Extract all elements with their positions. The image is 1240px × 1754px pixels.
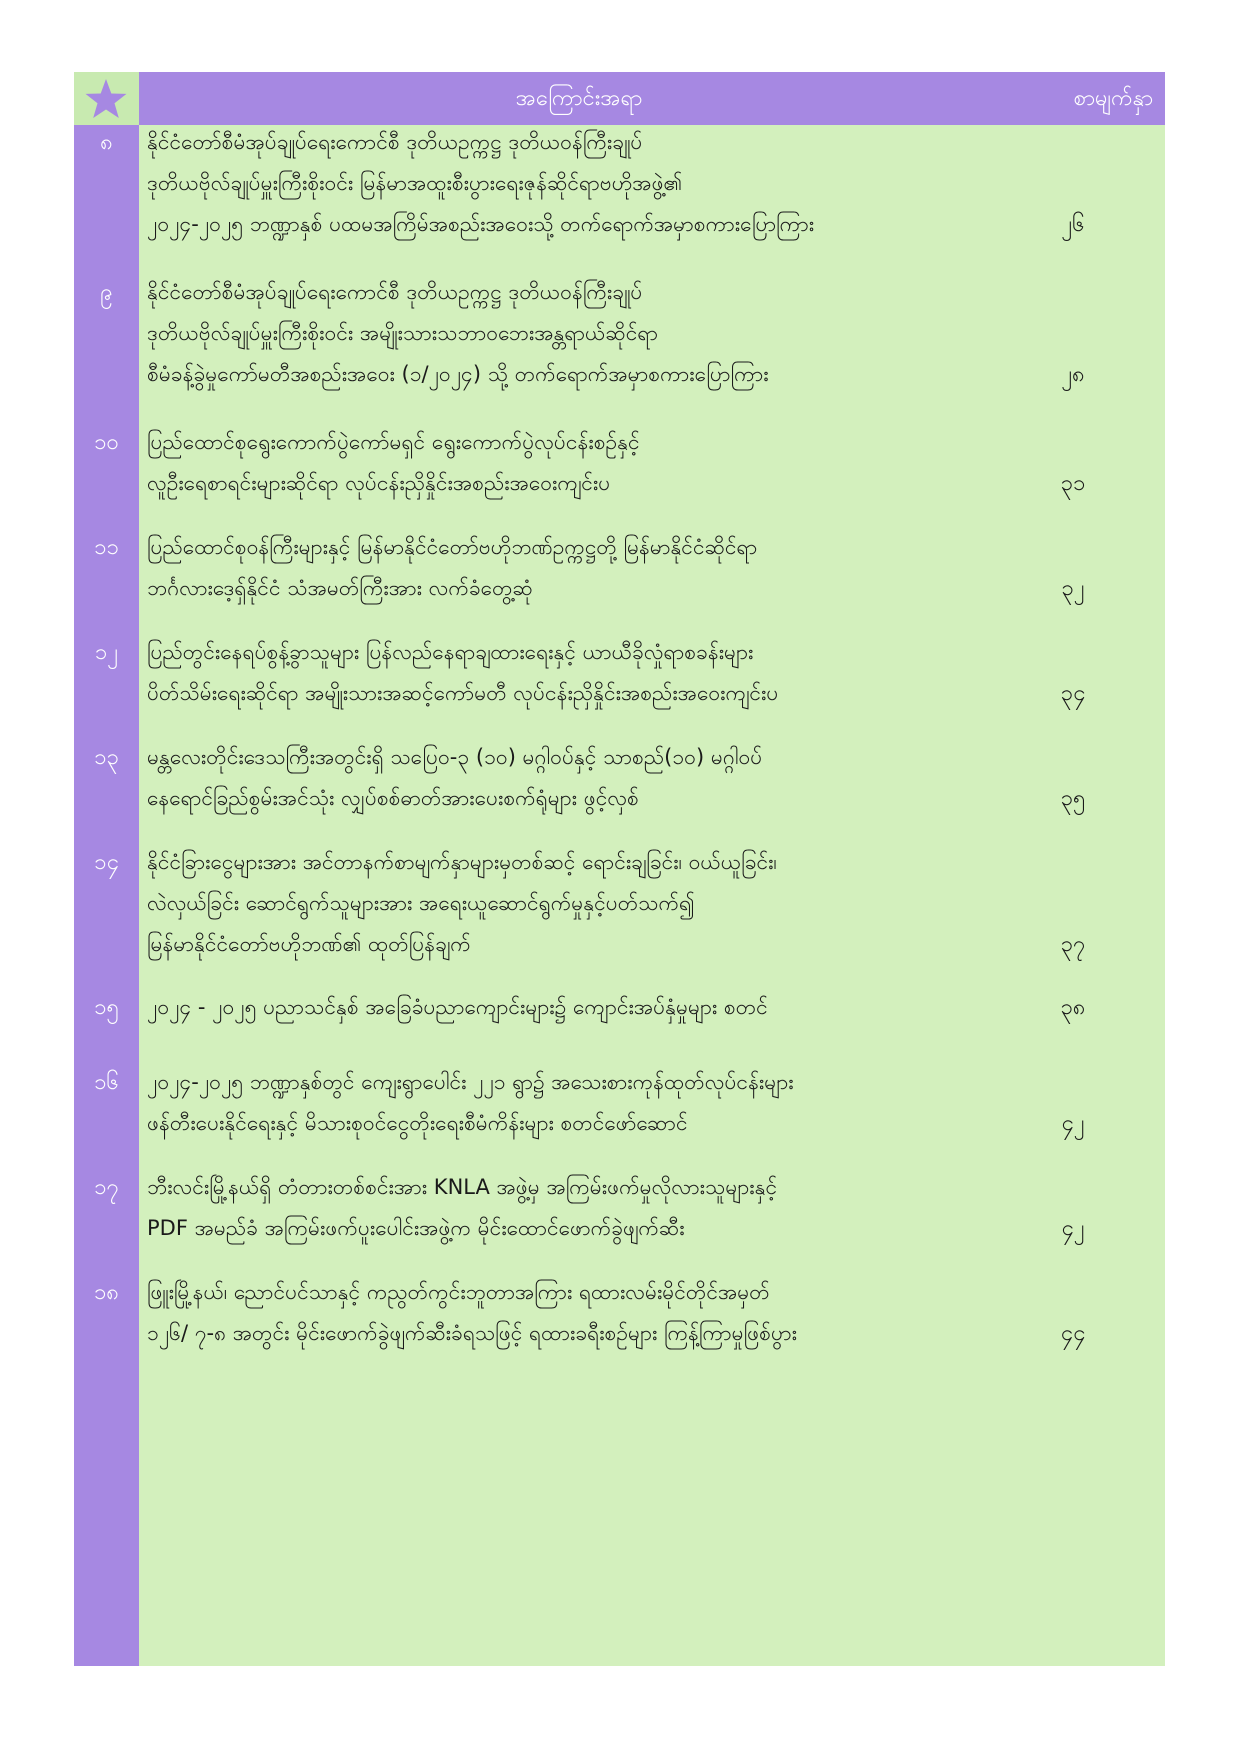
entry-number: ၈ [100,130,113,155]
entry-number: ၁၂ [94,640,119,665]
entry-title [147,1167,1047,1249]
entry-title-line: နိုင်ငံခြားငွေများအား အင်တာနက်စာမျက်နှာများမှတစ်ဆင့် ရောင်းချခြင်း၊ ဝယ်ယူခြင်း၊ [147,850,777,874]
entry-page-number: ၃၄ [1060,681,1086,706]
entry-title-line: ပြည်ထောင်စုဝန်ကြီးများနှင့် မြန်မာနိုင်ငံတော်ဗဟိုဘဏ်ဥက္ကဋ္ဌတို့ မြန်မာနိုင်ငံဆိုင်ရာ [147,535,758,559]
entry-number: ၁၃ [94,745,119,770]
entry-title-line: ပြည်ထောင်စုရွေးကောက်ပွဲကော်မရှင် ရွေးကောက်ပွဲလုပ်ငန်းစဉ်နှင့် [147,430,640,454]
table-of-contents [74,72,1165,1666]
entry-title-line: မန္တလေးတိုင်းဒေသကြီးအတွင်းရှိ သပြေ၀-၃ (၁၀) မဂ္ဂါဝပ်နှင့် သာစည်(၁၀) မဂ္ဂါဝပ် [147,745,763,769]
entry-title-line: ဖန်တီးပေးနိုင်ရေးနှင့် မိသားစုဝင်ငွေတိုးရေးစီမံကိန်းများ စတင်ဖော်ဆောင် [147,1111,688,1135]
star-cell [74,72,139,125]
entry-number: ၉ [100,280,113,305]
entry-title-line: ၂၀၂၄ - ၂၀၂၅ ပညာသင်နှစ် အခြေခံပညာကျောင်းများ၌ ကျောင်းအပ်နှံမှုများ စတင် [147,995,768,1019]
header-title: အကြောင်းအရာ [515,86,643,111]
entry-title [147,422,1047,504]
entry-page-number: ၄၂ [1061,1216,1085,1241]
entry-page-number: ၂၈ [1061,362,1085,387]
entry-title [147,632,1047,714]
entry-number: ၁၇ [94,1175,119,1200]
entry-page-number: ၂၆ [1061,212,1085,237]
entry-title [147,272,1047,395]
entry-title-line: မြန်မာနိုင်ငံတော်ဗဟိုဘဏ်၏ ထုတ်ပြန်ချက် [147,932,471,956]
entry-title-line: ဒုတိယဗိုလ်ချုပ်မှူးကြီးစိုးဝင်း အမျိုးသားသဘာဝဘေးအန္တရာယ်ဆိုင်ရာ [147,321,659,345]
entry-number: ၁၁ [94,535,119,560]
entry-page-number: ၃၁ [1060,471,1086,496]
entry-title-line: ၁၂၆/ ၇-၈ အတွင်း မိုင်းဖောက်ခွဲဖျက်ဆီးခံရသဖြင့် ရထားခရီးစဉ်များ ကြန့်ကြာမှုဖြစ်ပွား [147,1321,797,1345]
entry-number: ၁၄ [94,850,119,875]
entry-title [147,1062,1047,1144]
entry-title-line: ဖြူးမြို့နယ်၊ ညောင်ပင်သာနှင့် ကညွတ်ကွင်းဘူတာအကြား ရထားလမ်းမိုင်တိုင်အမှတ် [147,1280,770,1304]
entry-title-line: ပိတ်သိမ်းရေးဆိုင်ရာ အမျိုးသားအဆင့်ကော်မတီ လုပ်ငန်းညှိနှိုင်းအစည်းအဝေးကျင်းပ [147,681,779,705]
entry-title [147,1272,1047,1354]
entry-title-line: နိုင်ငံတော်စီမံအုပ်ချုပ်ရေးကောင်စီ ဒုတိယဥက္ကဋ္ဌ ဒုတိယဝန်ကြီးချုပ် [147,280,643,304]
entry-title-line: ဒုတိယဗိုလ်ချုပ်မှူးကြီးစိုးဝင်း မြန်မာအထူးစီးပွားရေးဇုန်ဆိုင်ရာဗဟိုအဖွဲ့၏ [147,171,683,195]
entry-title-line: စီမံခန့်ခွဲမှုကော်မတီအစည်းအဝေး (၁/၂၀၂၄) သို့ တက်ရောက်အမှာစကားပြောကြား [147,362,769,386]
entry-page-number: ၃၅ [1060,786,1086,811]
entry-number: ၁၆ [94,1070,119,1095]
entry-title-line: လူဦးရေစာရင်းများဆိုင်ရာ လုပ်ငန်းညှိနှိုင်းအစည်းအဝေးကျင်းပ [147,471,611,495]
entry-title-line: ပြည်တွင်းနေရပ်စွန့်ခွာသူများ ပြန်လည်နေရာချထားရေးနှင့် ယာယီခိုလှုံရာစခန်းများ [147,640,754,664]
entry-page-number: ၃၈ [1060,995,1086,1020]
entry-title [147,987,1047,1028]
entry-page-number: ၄၂ [1061,1111,1085,1136]
entry-page-number: ၃၂ [1061,576,1085,601]
entry-title-line: ဘီးလင်းမြို့နယ်ရှိ တံတားတစ်စင်းအား KNLA အဖွဲ့မှ အကြမ်းဖက်မှုလိုလားသူများနှင့် [147,1175,778,1199]
entry-page-number: ၃၇ [1060,932,1086,957]
entry-title-line: ၂၀၂၄-၂၀၂၅ ဘဏ္ဍာနှစ်တွင် ကျေးရွာပေါင်း ၂၂၁ ရွာ၌ အသေးစားကုန်ထုတ်လုပ်ငန်းများ [147,1070,794,1094]
entry-number: ၁၅ [94,995,119,1020]
entry-title-line: နိုင်ငံတော်စီမံအုပ်ချုပ်ရေးကောင်စီ ဒုတိယဥက္ကဋ္ဌ ဒုတိယဝန်ကြီးချုပ် [147,130,643,154]
header-page-label: စာမျက်နှာ [1073,86,1153,111]
entry-page-number: ၄၄ [1060,1321,1086,1346]
entry-title-line: နေရောင်ခြည်စွမ်းအင်သုံး လျှပ်စစ်ဓာတ်အားပေးစက်ရုံများ ဖွင့်လှစ် [147,786,639,810]
entry-title [147,842,1047,965]
toc-header [74,72,1165,125]
entry-title-line: ဘင်္ဂလားဒေ့ရှ်နိုင်ငံ သံအမတ်ကြီးအား လက်ခံတွေ့ဆုံ [147,576,533,600]
entry-number: ၁၈ [94,1280,119,1305]
star-icon [84,77,128,121]
entry-number: ၁၀ [94,430,119,455]
entry-title [147,737,1047,819]
entry-title-line: လဲလှယ်ခြင်း ဆောင်ရွက်သူများအား အရေးယူဆောင်ရွက်မှုနှင့်ပတ်သက်၍ [147,891,695,915]
entry-title [147,527,1047,609]
entry-title [147,122,1047,245]
entry-title-line: ၂၀၂၄-၂၀၂၅ ဘဏ္ဍာနှစ် ပထမအကြိမ်အစည်းအဝေးသို့ တက်ရောက်အမှာစကားပြောကြား [147,212,815,236]
entry-title-line: PDF အမည်ခံ အကြမ်းဖက်ပူးပေါင်းအဖွဲ့က မိုင်းထောင်ဖောက်ခွဲဖျက်ဆီး [147,1216,685,1240]
